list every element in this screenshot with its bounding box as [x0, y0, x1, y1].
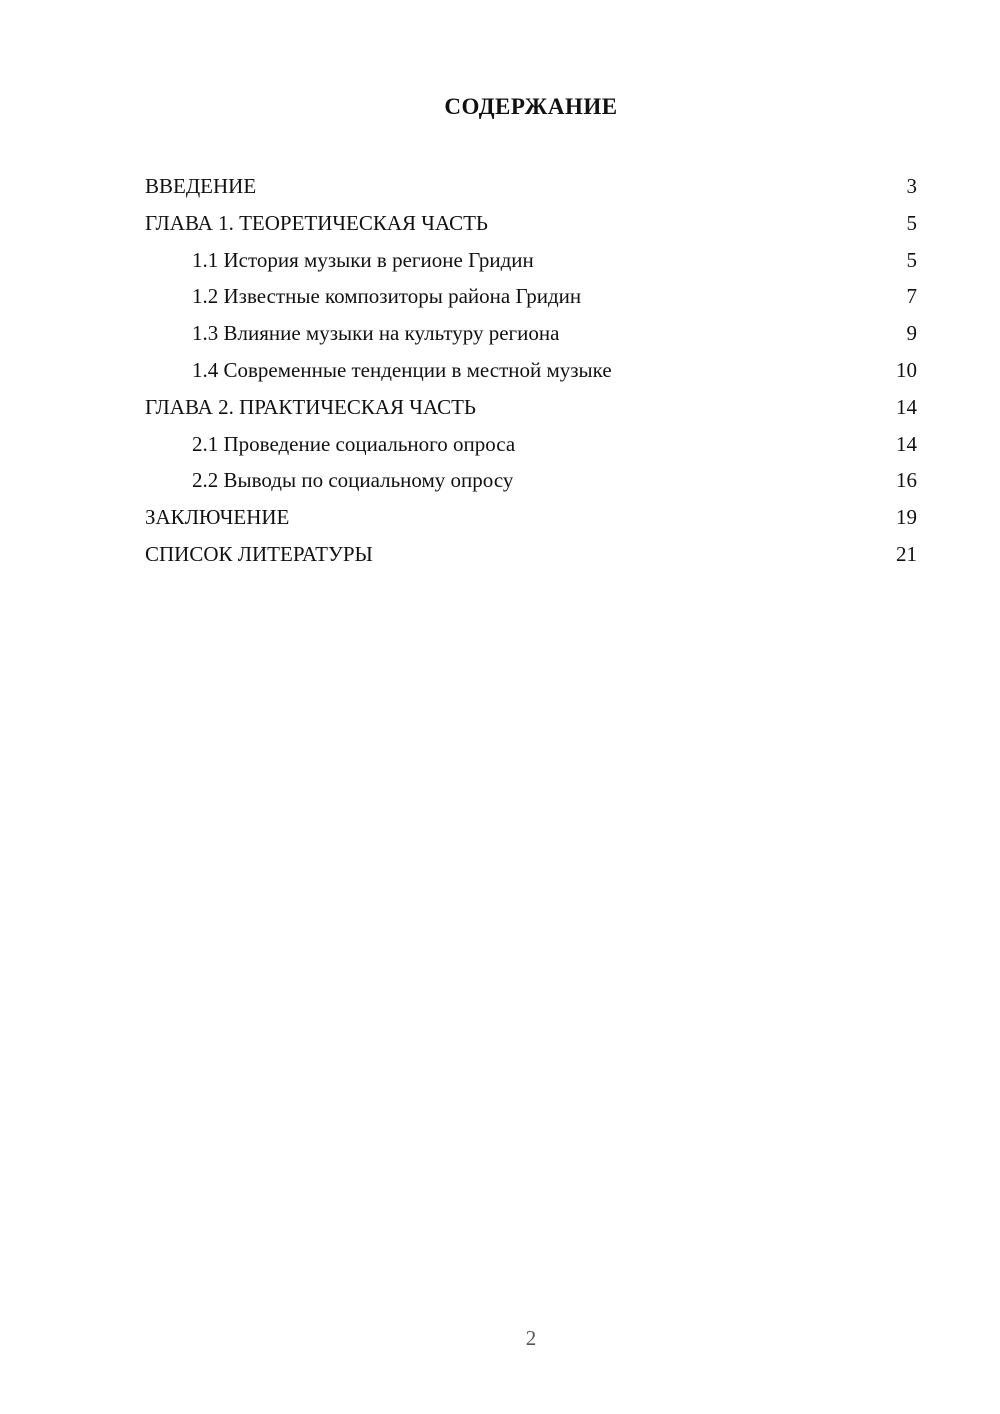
toc-entry-page: 5	[906, 247, 917, 272]
footer-page-number: 2	[525, 1326, 537, 1350]
toc-row	[145, 462, 917, 499]
toc-entry-page: 16	[896, 468, 917, 493]
toc-entry-label: 1.4 Современные тенденции в местной музыке	[192, 357, 612, 382]
toc-entry-label: 1.3 Влияние музыки на культуру региона	[192, 321, 560, 346]
toc-row	[145, 426, 917, 463]
toc-entry-page: 5	[906, 210, 917, 235]
toc-row	[145, 315, 917, 352]
toc-entry-label: 2.2 Выводы по социальному опросу	[192, 468, 514, 493]
toc-entry-page: 21	[896, 541, 917, 566]
toc-entry-page: 19	[896, 505, 917, 530]
toc-entry-label: ГЛАВА 1. ТЕОРЕТИЧЕСКАЯ ЧАСТЬ	[145, 210, 488, 235]
toc-row	[145, 352, 917, 389]
toc-row	[145, 242, 917, 279]
toc-entry-page: 14	[896, 394, 917, 419]
toc-entry-label: 1.2 Известные композиторы района Гридин	[192, 284, 582, 309]
toc-entry-label: ГЛАВА 2. ПРАКТИЧЕСКАЯ ЧАСТЬ	[145, 394, 476, 419]
toc-entry-label: ЗАКЛЮЧЕНИЕ	[145, 505, 290, 530]
toc-entry-label: 1.1 История музыки в регионе Гридин	[192, 247, 534, 272]
toc-row	[145, 168, 917, 205]
toc-row	[145, 205, 917, 242]
toc-row	[145, 278, 917, 315]
toc-entry-page: 10	[896, 357, 917, 382]
toc-entry-label: СПИСОК ЛИТЕРАТУРЫ	[145, 541, 373, 566]
toc-entry-page: 14	[896, 431, 917, 456]
toc-entry-label: 2.1 Проведение социального опроса	[192, 431, 516, 456]
page-title: СОДЕРЖАНИЕ	[444, 94, 618, 119]
table-of-contents	[145, 168, 917, 573]
toc-entry-page: 3	[906, 174, 917, 198]
toc-row	[145, 389, 917, 426]
toc-entry-page: 9	[906, 321, 917, 346]
toc-row	[145, 536, 917, 573]
toc-row	[145, 499, 917, 536]
toc-entry-label: ВВЕДЕНИЕ	[145, 174, 257, 198]
toc-entry-page: 7	[906, 284, 917, 309]
